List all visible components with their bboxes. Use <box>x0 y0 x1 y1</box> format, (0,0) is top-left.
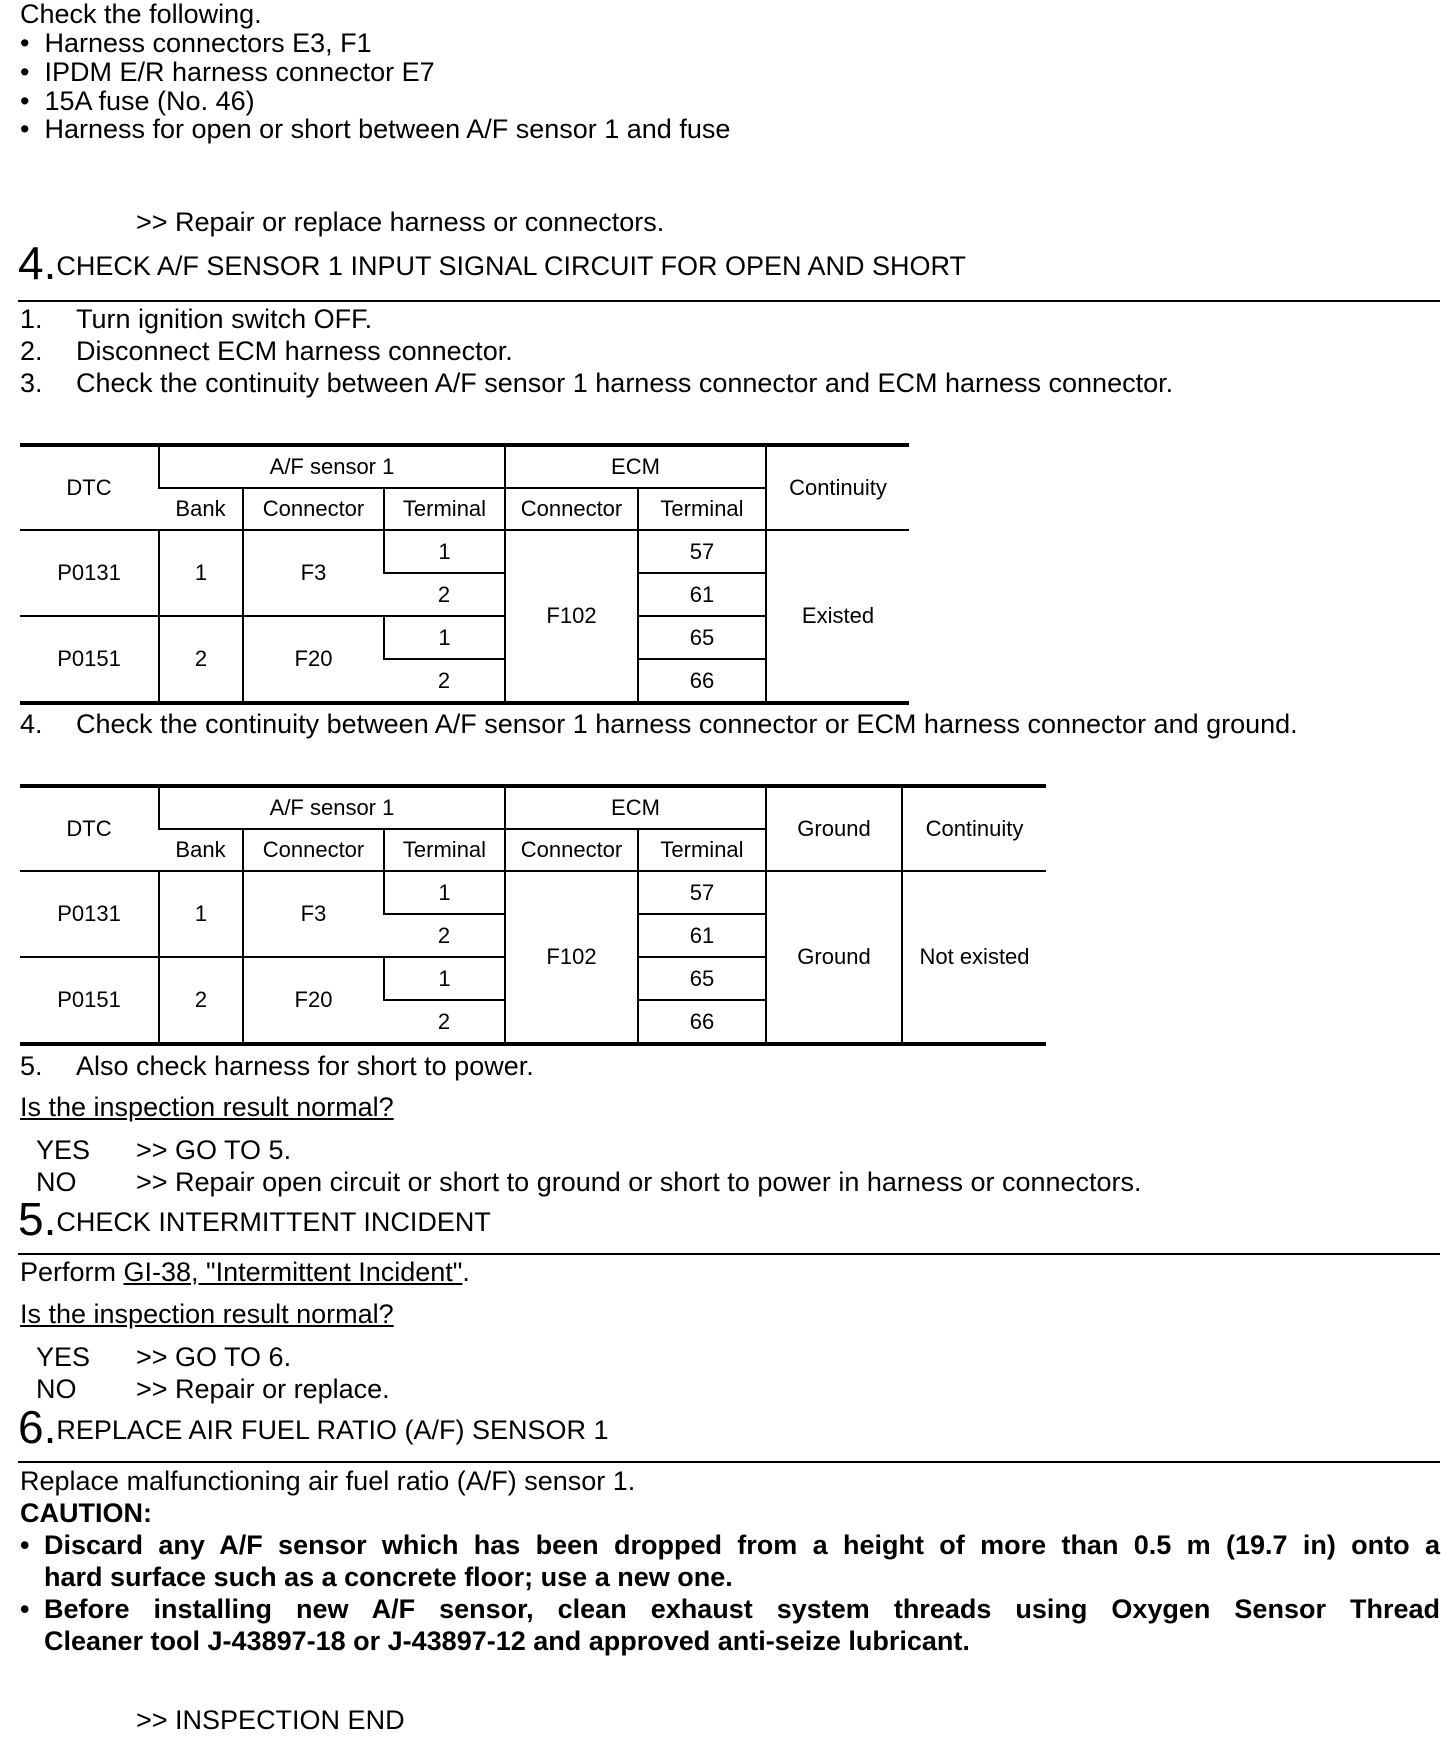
t1-header-dtc: DTC <box>20 445 159 530</box>
step4-item3: Check the continuity between A/F sensor 1 harness connector and ECM harness connector. <box>76 368 1174 398</box>
t1-ecm-terminal: 65 <box>638 616 766 659</box>
t2-ecm-connector: F102 <box>505 871 638 1044</box>
step6-title: REPLACE AIR FUEL RATIO (A/F) SENSOR 1 <box>56 1415 609 1445</box>
step4-no-label: NO <box>36 1167 77 1197</box>
t1-continuity-result: Existed <box>766 530 909 703</box>
step4-item2-num: 2. <box>20 336 43 366</box>
step4-item4-num: 4. <box>20 709 43 739</box>
t1-terminal: 2 <box>384 659 505 703</box>
bullet-2: • IPDM E/R harness connector E7 <box>20 57 435 87</box>
step4-no-text: >> Repair open circuit or short to ground or short to power in harness or connectors. <box>136 1167 1142 1197</box>
step4-title: CHECK A/F SENSOR 1 INPUT SIGNAL CIRCUIT FOR OPEN AND SHORT <box>56 251 967 281</box>
check-title: Check the following. <box>20 0 262 29</box>
t1-dtc-2: P0151 <box>20 616 159 703</box>
step4-rule <box>18 300 1440 302</box>
t1-header-terminal: Terminal <box>384 488 505 530</box>
t2-dtc-2: P0151 <box>20 957 159 1044</box>
step4-item1: Turn ignition switch OFF. <box>76 304 373 334</box>
t2-terminal: 1 <box>384 871 505 914</box>
step4-heading <box>18 237 967 289</box>
t2-bank-1: 1 <box>159 871 243 957</box>
t1-terminal: 1 <box>384 616 505 659</box>
t2-header-ecm-connector: Connector <box>505 829 638 871</box>
t1-terminal: 1 <box>384 530 505 573</box>
step5-heading <box>18 1193 491 1245</box>
t1-connector-1: F3 <box>243 530 384 616</box>
t2-terminal: 2 <box>384 1000 505 1044</box>
t1-ecm-terminal: 66 <box>638 659 766 703</box>
t2-header-ecm-terminal: Terminal <box>638 829 766 871</box>
t2-header-continuity: Continuity <box>902 786 1046 871</box>
t2-header-ecm: ECM <box>505 786 766 829</box>
step4-item3-num: 3. <box>20 368 43 398</box>
continuity-table-1 <box>20 443 909 705</box>
bullet-3: • 15A fuse (No. 46) <box>20 86 255 116</box>
bullet-4: • Harness for open or short between A/F sensor 1 and fuse <box>20 114 731 144</box>
continuity-table-2 <box>20 784 1046 1046</box>
t2-ecm-terminal: 65 <box>638 957 766 1000</box>
t2-ecm-terminal: 61 <box>638 914 766 957</box>
t2-ecm-terminal: 66 <box>638 1000 766 1044</box>
step5-yes-label: YES <box>36 1342 91 1372</box>
t2-ground: Ground <box>766 871 902 1044</box>
step4-item2: Disconnect ECM harness connector. <box>76 336 513 366</box>
t1-bank-2: 2 <box>159 616 243 703</box>
t2-header-terminal: Terminal <box>384 829 505 871</box>
t1-bank-1: 1 <box>159 530 243 616</box>
inspection-end: >> INSPECTION END <box>136 1705 405 1735</box>
step6-text: Replace malfunctioning air fuel ratio (A/F) sensor 1. <box>20 1466 636 1496</box>
step5-question: Is the inspection result normal? <box>20 1299 394 1329</box>
t1-ecm-terminal: 57 <box>638 530 766 573</box>
step4-item5-num: 5. <box>20 1051 43 1081</box>
step6-rule <box>18 1461 1440 1463</box>
t1-connector-2: F20 <box>243 616 384 703</box>
step5-yes-text: >> GO TO 6. <box>136 1342 292 1372</box>
step4-yes-label: YES <box>36 1135 91 1165</box>
t2-header-ground: Ground <box>766 786 902 871</box>
step6-number: 6. <box>18 1401 57 1453</box>
t2-header-dtc: DTC <box>20 786 159 871</box>
t1-ecm-connector: F102 <box>505 530 638 703</box>
t1-header-bank: Bank <box>159 488 243 530</box>
intermittent-incident-link[interactable]: GI-38, "Intermittent Incident" <box>123 1257 463 1287</box>
step4-item1-num: 1. <box>20 304 43 334</box>
t1-header-ecm: ECM <box>505 445 766 488</box>
step5-perform: Perform GI-38, "Intermittent Incident". <box>20 1257 470 1287</box>
step4-item5: Also check harness for short to power. <box>76 1051 534 1081</box>
t2-header-af-sensor: A/F sensor 1 <box>159 786 505 829</box>
caution-label: CAUTION: <box>20 1498 152 1528</box>
t1-header-ecm-connector: Connector <box>505 488 638 530</box>
t2-bank-2: 2 <box>159 957 243 1044</box>
t2-connector-2: F20 <box>243 957 384 1044</box>
t1-header-ecm-terminal: Terminal <box>638 488 766 530</box>
t2-connector-1: F3 <box>243 871 384 957</box>
step6-heading <box>18 1401 609 1453</box>
step4-number: 4. <box>18 237 57 289</box>
t2-terminal: 2 <box>384 914 505 957</box>
t2-ecm-terminal: 57 <box>638 871 766 914</box>
t1-header-connector: Connector <box>243 488 384 530</box>
step4-item4: Check the continuity between A/F sensor 1 harness connector or ECM harness connector and ground. <box>76 709 1298 739</box>
section3-result: >> Repair or replace harness or connectors. <box>136 207 665 237</box>
step4-question: Is the inspection result normal? <box>20 1092 394 1122</box>
step5-no-text: >> Repair or replace. <box>136 1374 390 1404</box>
bullet-1: • Harness connectors E3, F1 <box>20 28 372 58</box>
t2-header-bank: Bank <box>159 829 243 871</box>
t1-dtc-1: P0131 <box>20 530 159 616</box>
t2-header-connector: Connector <box>243 829 384 871</box>
t1-terminal: 2 <box>384 573 505 616</box>
t1-header-af-sensor: A/F sensor 1 <box>159 445 505 488</box>
t2-dtc-1: P0131 <box>20 871 159 957</box>
step5-no-label: NO <box>36 1374 77 1404</box>
t1-ecm-terminal: 61 <box>638 573 766 616</box>
t2-terminal: 1 <box>384 957 505 1000</box>
t2-continuity-result: Not existed <box>902 871 1046 1044</box>
t1-header-continuity: Continuity <box>766 445 909 530</box>
step4-yes-text: >> GO TO 5. <box>136 1135 292 1165</box>
step5-number: 5. <box>18 1193 57 1245</box>
step5-title: CHECK INTERMITTENT INCIDENT <box>56 1207 491 1237</box>
step5-rule <box>18 1253 1440 1255</box>
